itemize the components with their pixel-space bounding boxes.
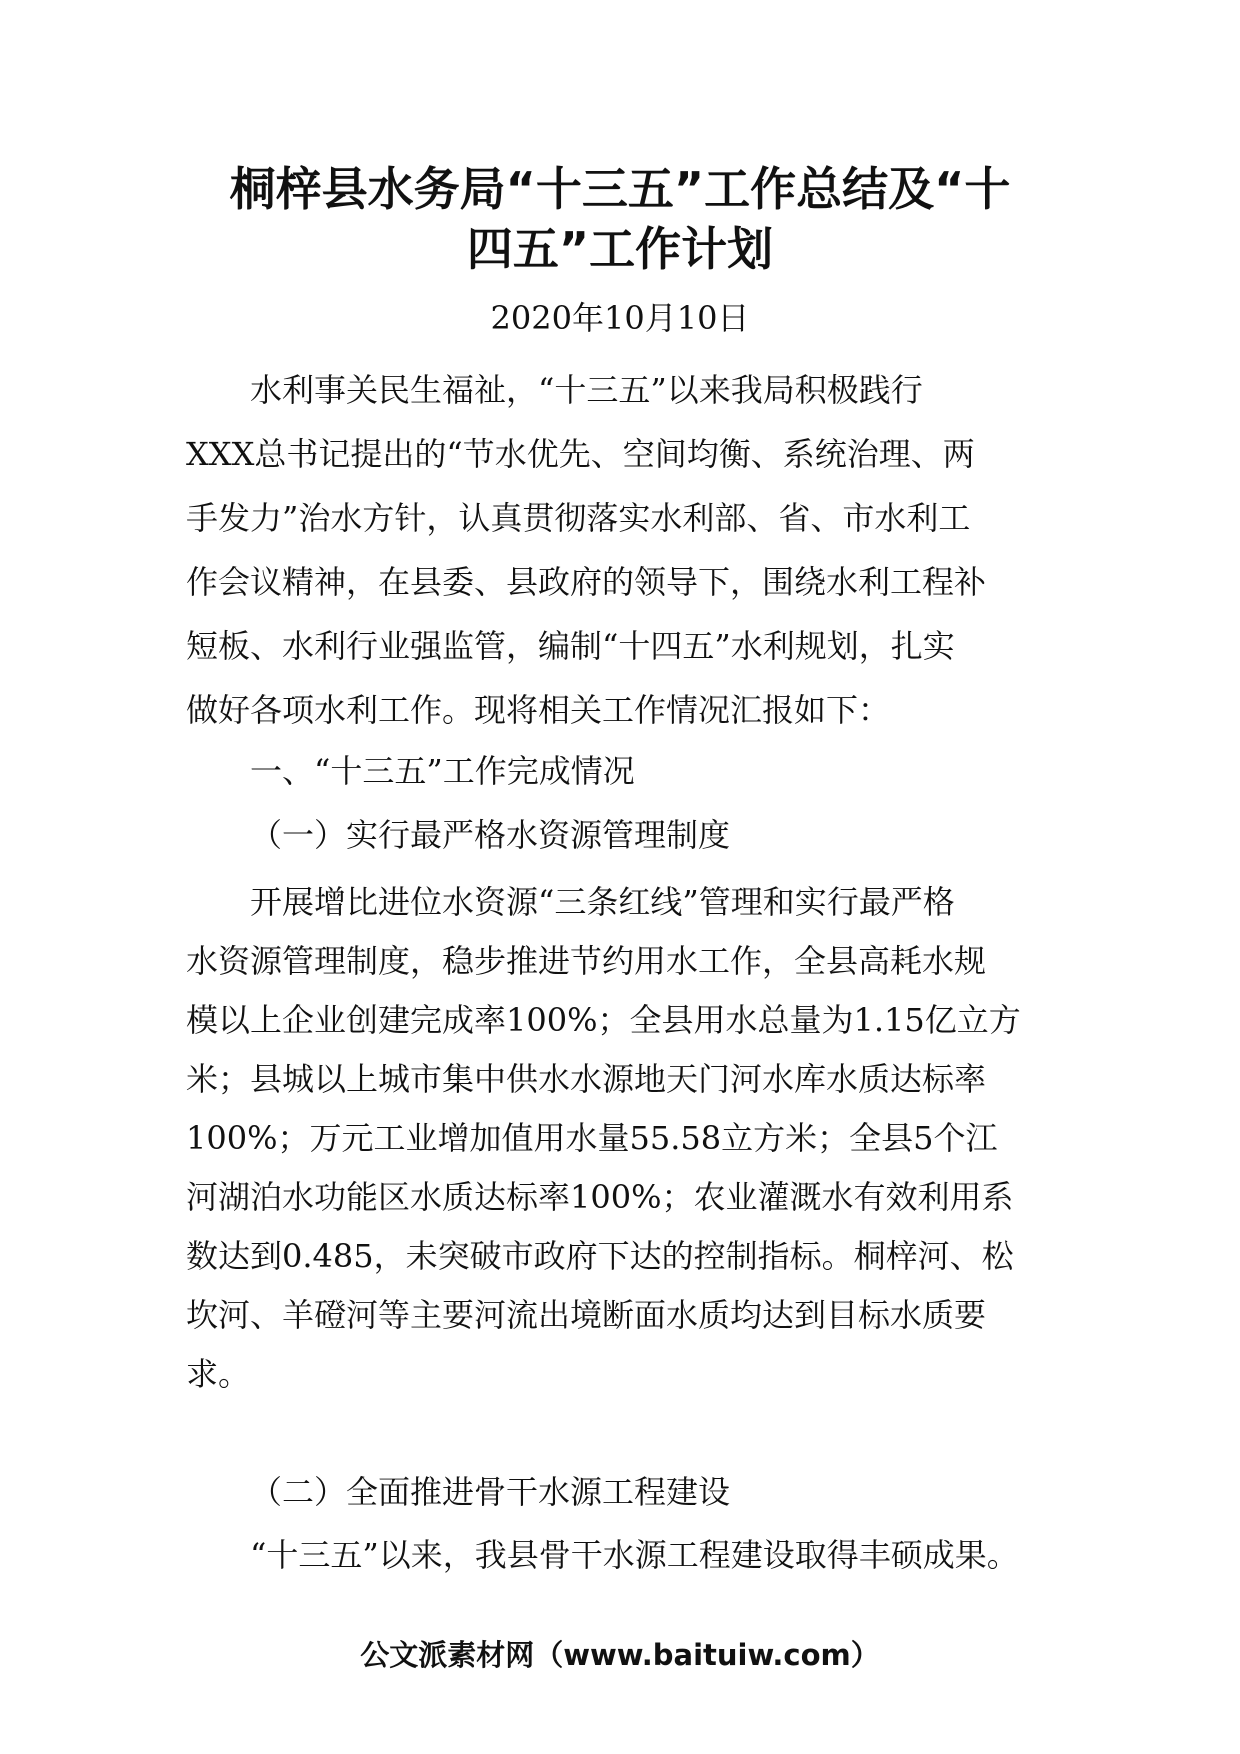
paragraph-line: 求。 — [186, 1355, 251, 1393]
section-heading: 一、“十三五”工作完成情况 — [250, 752, 635, 790]
intro-line: 短板、水利行业强监管，编制“十四五”水利规划，扎实 — [186, 627, 955, 665]
paragraph-line: 数达到0.485，未突破市政府下达的控制指标。桐梓河、松 — [186, 1237, 1014, 1275]
document-title-line-2: 四五”工作计划 — [466, 222, 774, 276]
intro-line: XXX总书记提出的“节水优先、空间均衡、系统治理、两 — [186, 435, 975, 473]
water-source-paragraph: “十三五”以来，我县骨干水源工程建设取得丰硕成果。 — [250, 1536, 1019, 1574]
intro-line: 手发力”治水方针，认真贯彻落实水利部、省、市水利工 — [186, 499, 971, 537]
document-title-line-1: 桐梓县水务局“十三五”工作总结及“十 — [229, 162, 1011, 216]
paragraph-line: 100%；万元工业增加值用水量55.58立方米；全县5个江 — [186, 1119, 998, 1157]
intro-line: 水利事关民生福祉，“十三五”以来我局积极践行 — [250, 371, 923, 409]
paragraph-line: 水资源管理制度，稳步推进节约用水工作，全县高耗水规 — [186, 942, 987, 980]
paragraph-line: 河湖泊水功能区水质达标率100%；农业灌溉水有效利用系 — [186, 1178, 1014, 1216]
water-resources-paragraph — [186, 873, 1066, 1404]
subsection-heading: （一）实行最严格水资源管理制度 — [250, 816, 731, 854]
paragraph-line: 开展增比进位水资源“三条红线”管理和实行最严格 — [250, 883, 955, 921]
subsection-heading: （二）全面推进骨干水源工程建设 — [250, 1473, 731, 1511]
intro-line: 做好各项水利工作。现将相关工作情况汇报如下： — [186, 691, 891, 729]
intro-paragraph — [186, 358, 1066, 742]
footer-watermark: 公文派素材网（www.baituiw.com） — [360, 1638, 880, 1672]
paragraph-line: 模以上企业创建完成率100%；全县用水总量为1.15亿立方 — [186, 1001, 1021, 1039]
paragraph-line: 坎河、羊磴河等主要河流出境断面水质均达到目标水质要 — [186, 1296, 987, 1334]
document-date: 2020年10月10日 — [490, 299, 750, 337]
intro-line: 作会议精神，在县委、县政府的领导下，围绕水利工程补 — [186, 563, 987, 601]
paragraph-line: 米；县城以上城市集中供水水源地天门河水库水质达标率 — [186, 1060, 987, 1098]
